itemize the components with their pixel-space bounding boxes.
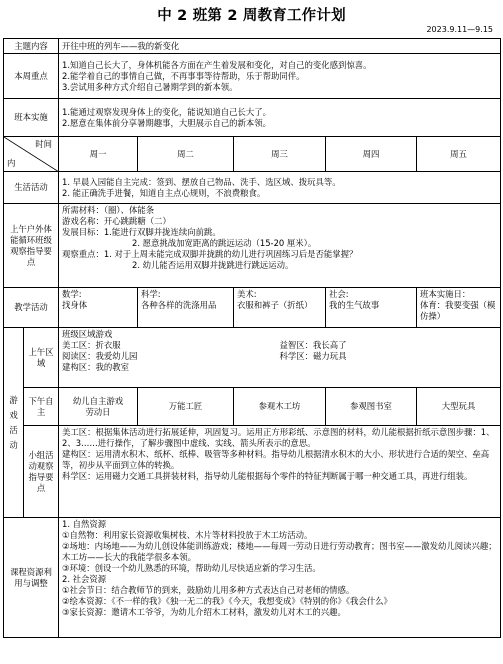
content-label: 内 xyxy=(7,158,16,168)
weekday-thursday: 周四 xyxy=(326,137,417,172)
focus-row xyxy=(4,54,501,99)
weekday-tuesday: 周二 xyxy=(138,137,234,172)
teaching-friday xyxy=(417,288,501,328)
plan-table xyxy=(3,38,501,638)
teaching-label: 教学活动 xyxy=(4,288,59,328)
outdoor-line: 观察重点：1. 对于上周未能完成双脚并拢跳的幼儿进行巩固练习后是否能掌握？ xyxy=(62,249,358,259)
morning-area-row xyxy=(62,340,497,351)
teaching-thursday xyxy=(326,288,417,328)
afternoon-thursday: 参观图书室 xyxy=(326,388,417,426)
teaching-wednesday xyxy=(234,288,326,328)
teaching-subject: 社会: xyxy=(329,289,349,299)
resources-line: 1. 自然资源 xyxy=(62,519,107,529)
afternoon-title: 幼儿自主游戏 xyxy=(72,395,124,406)
life-line: 2. 能正确洗手进餐，知道自主点心规则，不浪费粮食。 xyxy=(62,187,266,198)
resources-label: 课程资源利用与调整 xyxy=(4,518,59,638)
morning-area-title: 班级区域游戏 xyxy=(62,329,113,339)
afternoon-monday xyxy=(59,388,138,426)
time-content-header xyxy=(4,137,59,172)
life-row xyxy=(4,172,501,204)
resources-line: ③环境：创设一个幼儿熟悉的环境，帮助幼儿尽快适应新的学习生活。 xyxy=(62,563,321,573)
teaching-subject: 科学: xyxy=(141,289,161,299)
date-range: 2023.9.11—9.15 xyxy=(426,25,493,34)
resources-content xyxy=(59,518,501,638)
focus-label: 本周重点 xyxy=(4,54,59,99)
focus-line: 3.尝试用多种方式介绍自己暑期学到的新本领。 xyxy=(62,81,238,92)
theme-row xyxy=(4,39,501,54)
morning-area-content xyxy=(59,328,501,388)
teaching-topic: 我的生气故事 xyxy=(329,300,380,310)
teaching-topic: 衣服和裤子（折纸） xyxy=(237,300,313,310)
theme-label: 主题内容 xyxy=(4,39,59,54)
weekday-wednesday: 周三 xyxy=(234,137,326,172)
teaching-subject: 美术: xyxy=(237,289,257,299)
area-item: 阅读区：我爱幼儿园 xyxy=(62,351,138,361)
resources-line: ①自然物：利用家长资源收集树枝、木片等材料投放于木工坊活动。 xyxy=(62,530,313,540)
outdoor-line: 发展目标：1.能进行双脚并拢连续向前跳。 xyxy=(62,227,221,237)
outdoor-label: 上午户外体能循环班级观察指导要点 xyxy=(4,204,59,288)
resources-line: 2. 社会资源 xyxy=(62,574,107,584)
class-practice-row xyxy=(4,99,501,137)
group-content xyxy=(59,426,501,518)
afternoon-item: 劳动日 xyxy=(85,406,111,417)
class-practice-content xyxy=(59,99,501,137)
class-practice-line: 2.愿意在集体前分享暑期趣事，大胆展示自己的新本领。 xyxy=(62,117,271,128)
teaching-topic: 找身体 xyxy=(62,300,88,310)
teaching-topic: 体育：我要变强（模仿操） xyxy=(420,300,496,321)
class-practice-label: 班本实施 xyxy=(4,99,59,137)
afternoon-friday: 大型玩具 xyxy=(417,388,501,426)
outdoor-line: 游戏名称：开心跳跳糖（二） xyxy=(62,216,171,226)
teaching-subject: 数学: xyxy=(62,289,82,299)
area-item: 建构区：我的教室 xyxy=(62,362,129,372)
weekday-friday: 周五 xyxy=(417,137,501,172)
resources-line: ②场地：内场地——为幼儿创设体能训练游戏；楼地——每周一劳动日进行劳动教育；图书室——激发幼儿阅读兴趣；木工坊——长大的我能学很多本领。 xyxy=(62,541,497,562)
area-item: 美工区：折衣服 xyxy=(62,340,121,350)
game-afternoon-row xyxy=(4,388,501,426)
resources-line: ②绘本资源：《不一样的我》《独一无二的我》《今天，我想变成》《特别的你》《我会什么》 xyxy=(62,596,392,606)
group-line: 美工区：根据集体活动进行拓展延伸，巩固复习。运用正方形彩纸、示意图的材料，幼儿能根据折纸示意图步骤：1、2、3……进行操作，了解步骤图中虚线、实线、箭头所表示的意思。 xyxy=(62,427,495,448)
outdoor-content xyxy=(59,204,501,288)
group-line: 建构区：运用清水积木、纸杯、纸棒、吸管等多种材料。指导幼儿根据清水积木的大小、形状进行合适的架空、垒高等，初步从平面到立体的转换。 xyxy=(62,449,490,470)
time-label: 时间 xyxy=(35,139,52,149)
outdoor-line: 所需材料：（圈）、体能条 xyxy=(62,205,155,215)
afternoon-label: 下午自主 xyxy=(24,388,59,426)
life-content xyxy=(59,172,501,204)
group-line: 科学区：运用磁力交通工具拼装材料，指导幼儿能根据每个零件的特征判断属于哪一种交通工具，再进行组装。 xyxy=(62,471,473,481)
afternoon-wednesday: 参观木工坊 xyxy=(234,388,326,426)
resources-line: ③家长资源：邀请木工爷爷，为幼儿介绍木工材料，激发幼儿对木工的兴趣。 xyxy=(62,607,346,617)
game-label-text: 游戏活动 xyxy=(9,394,18,450)
focus-line: 2.能学着自己的事情自己做，不再事事等待帮助，乐于帮助同伴。 xyxy=(62,70,305,81)
morning-area-row xyxy=(62,351,497,362)
theme-value: 开往中班的列车——我的新变化 xyxy=(59,39,501,54)
resources-line: ①社会节日：结合教师节的到来，鼓励幼儿用多种方式表达自己对老师的情感。 xyxy=(62,585,355,595)
page-title: 中 2 班第 2 周教育工作计划 xyxy=(157,8,346,24)
teaching-tuesday xyxy=(138,288,234,328)
weekday-monday: 周一 xyxy=(59,137,138,172)
resources-row xyxy=(4,518,501,638)
morning-area-label: 上午区域 xyxy=(24,328,59,388)
game-group-row xyxy=(4,426,501,518)
life-label: 生活活动 xyxy=(4,172,59,204)
area-item: 科学区：磁力玩具 xyxy=(279,351,347,361)
class-practice-line: 1.能通过观察发现身体上的变化，能说知道自己长大了。 xyxy=(62,106,271,117)
teaching-monday xyxy=(59,288,138,328)
game-label xyxy=(4,328,24,518)
group-label: 小组活动观察指导要点 xyxy=(24,426,59,518)
outdoor-line: 2. 幼儿能否运用双脚并拢跳进行跳远运动。 xyxy=(132,260,294,270)
life-line: 1. 早晨入园能自主完成：签到、摆放自己物品、洗手、选区域、拨玩具等。 xyxy=(62,176,341,187)
afternoon-tuesday: 万能工匠 xyxy=(138,388,234,426)
teaching-subject: 班本实施日： xyxy=(420,289,471,299)
game-morning-row xyxy=(4,328,501,388)
weekday-header-row xyxy=(4,137,501,172)
area-item xyxy=(280,362,498,373)
area-item: 益智区：我长高了 xyxy=(279,340,347,350)
focus-content xyxy=(59,54,501,99)
outdoor-line: 2. 愿意挑战加宽距离的跳远运动（15-20 厘米）。 xyxy=(132,238,317,248)
outdoor-row xyxy=(4,204,501,288)
morning-area-row xyxy=(62,362,497,373)
teaching-row xyxy=(4,288,501,328)
focus-line: 1.知道自己长大了，身体机能各方面在产生着发展和变化，对自己的变化感到惊喜。 xyxy=(62,59,372,70)
teaching-topic: 各种各样的洗涤用品 xyxy=(141,300,217,310)
